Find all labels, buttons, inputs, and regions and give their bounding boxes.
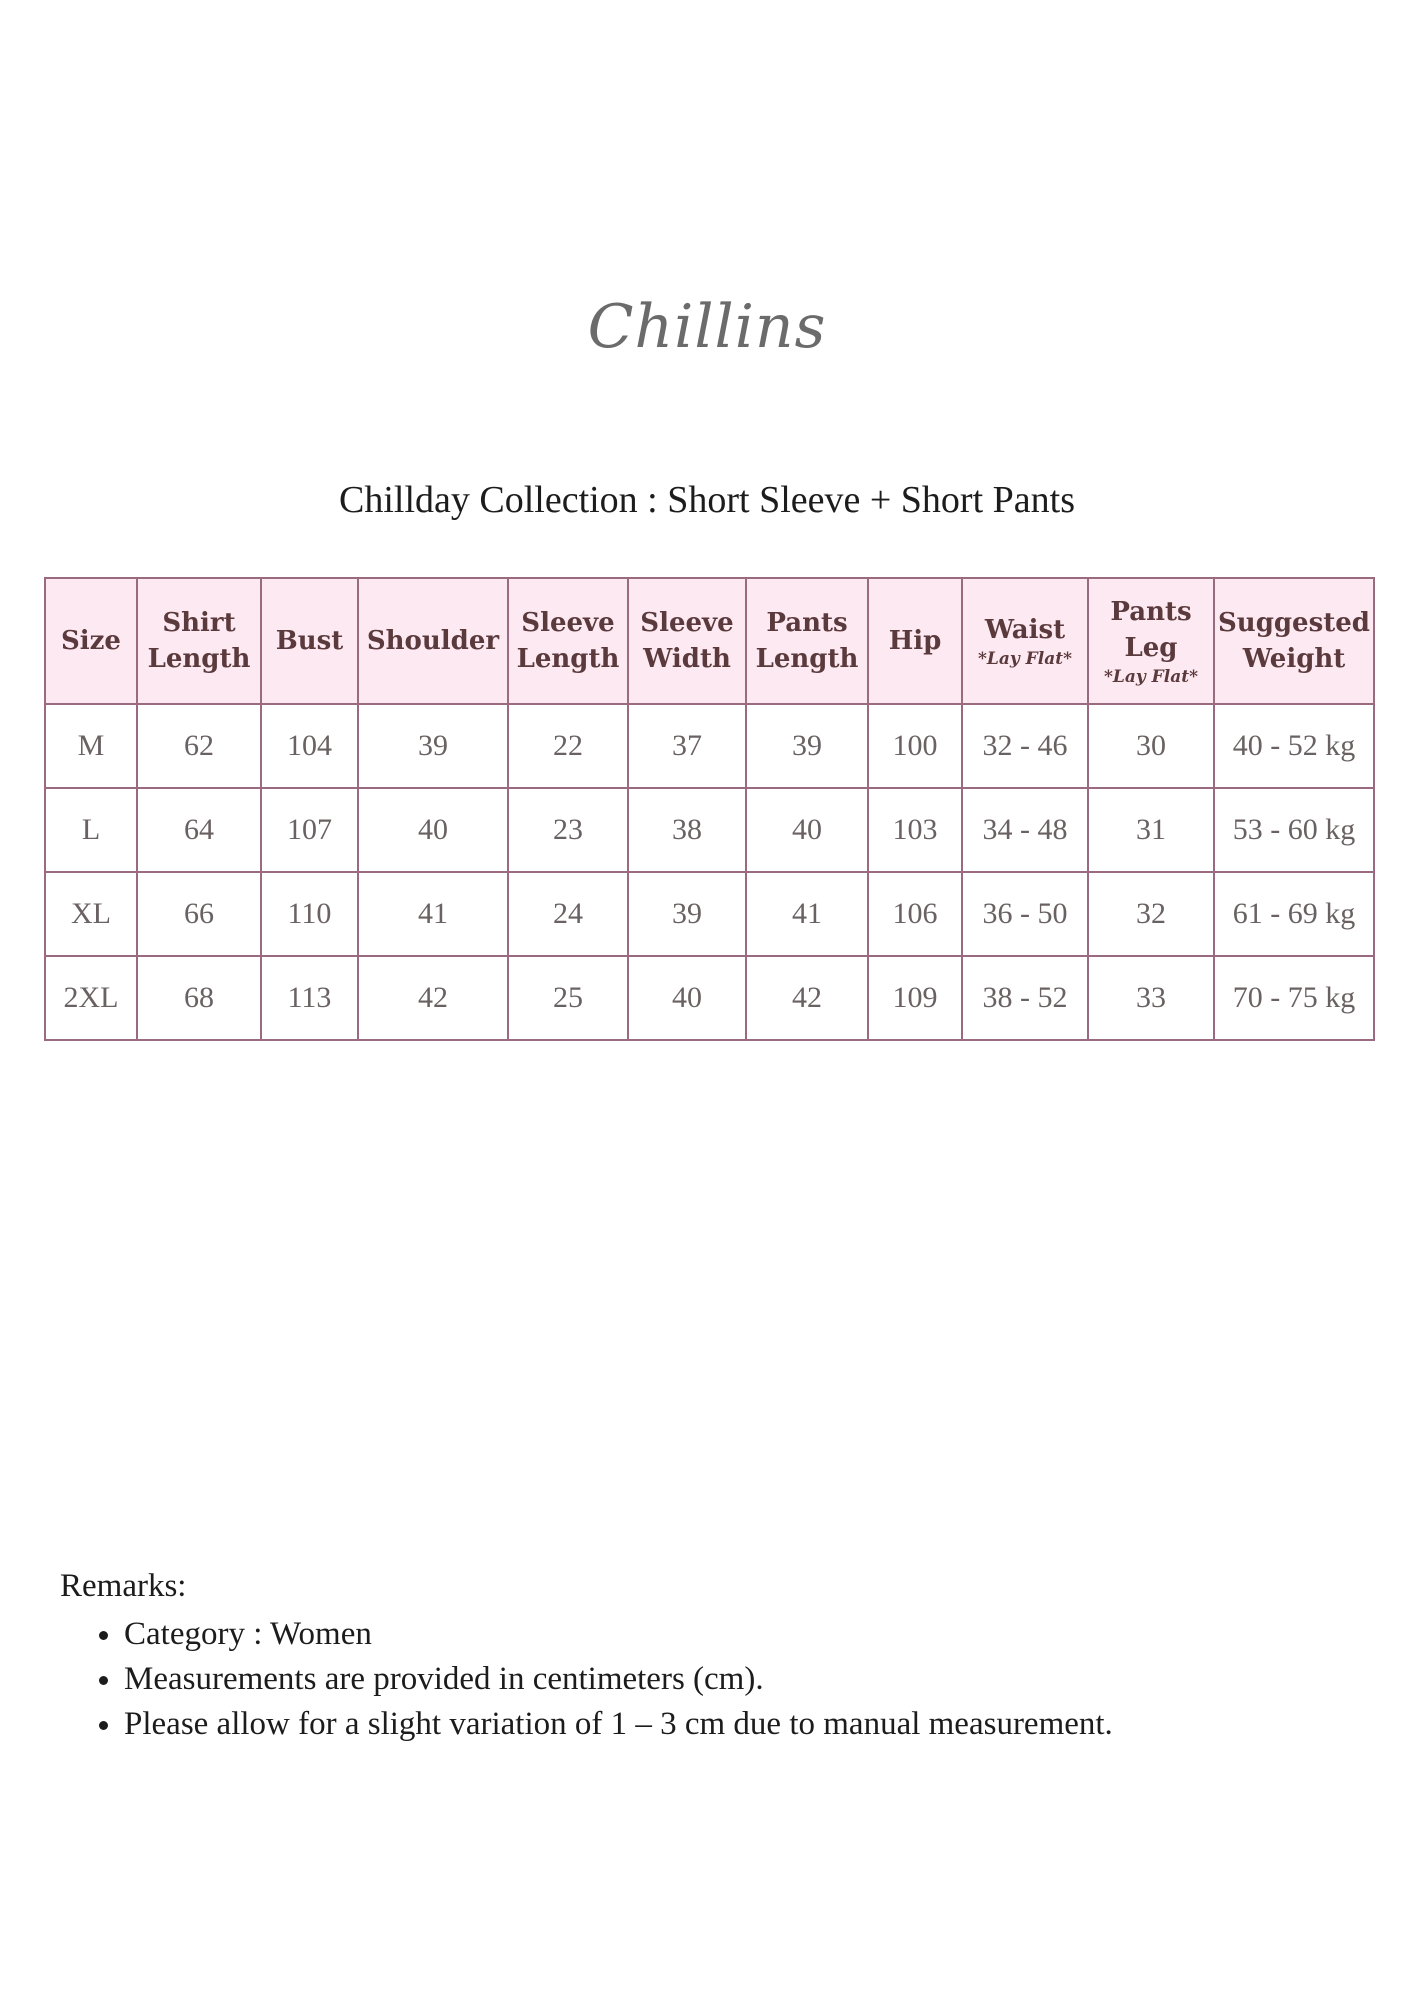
header-hip-label: Hip [888, 626, 942, 656]
header-suggested-weight-line2: Weight [1242, 644, 1346, 674]
header-hip [868, 578, 962, 704]
cell-bust: 113 [261, 956, 358, 1040]
cell-bust: 110 [261, 872, 358, 956]
cell-size: XL [45, 872, 137, 956]
cell-bust: 107 [261, 788, 358, 872]
cell-suggested-weight: 70 - 75 kg [1214, 956, 1374, 1040]
header-pants-length-line2: Length [755, 644, 859, 674]
brand-logo: Chillins [587, 292, 827, 362]
cell-suggested-weight: 61 - 69 kg [1214, 872, 1374, 956]
cell-bust: 104 [261, 704, 358, 788]
document-title: Chillday Collection : Short Sleeve + Short Pants [338, 479, 1075, 521]
header-suggested-weight [1214, 578, 1374, 704]
cell-shoulder: 41 [358, 872, 508, 956]
cell-pants-length: 40 [746, 788, 868, 872]
cell-shirt-length: 68 [137, 956, 261, 1040]
header-shirt-length-line2: Length [147, 644, 251, 674]
cell-pants-length: 41 [746, 872, 868, 956]
header-bust-label: Bust [275, 626, 344, 656]
cell-pants-leg: 33 [1088, 956, 1214, 1040]
list-item: • Please allow for a slight variation of 1 – 3 cm due to manual measurement. [124, 1702, 1113, 1747]
cell-shoulder: 39 [358, 704, 508, 788]
cell-shirt-length: 64 [137, 788, 261, 872]
header-waist-note: *Lay Flat* [978, 649, 1072, 669]
cell-size: 2XL [45, 956, 137, 1040]
size-chart-table [44, 577, 1375, 1041]
cell-sleeve-width: 40 [628, 956, 746, 1040]
cell-shoulder: 40 [358, 788, 508, 872]
cell-shoulder: 42 [358, 956, 508, 1040]
header-sleeve-length-line1: Sleeve [521, 608, 615, 638]
cell-sleeve-width: 37 [628, 704, 746, 788]
header-size-label: Size [61, 626, 121, 656]
cell-shirt-length: 62 [137, 704, 261, 788]
header-sleeve-length [508, 578, 628, 704]
remarks-section [60, 1566, 1113, 1747]
header-bust [261, 578, 358, 704]
cell-pants-length: 39 [746, 704, 868, 788]
header-waist-label: Waist [984, 615, 1066, 645]
list-item: • Category : Women [124, 1612, 1113, 1657]
header-pants-length [746, 578, 868, 704]
cell-hip: 103 [868, 788, 962, 872]
header-pants-leg-note: *Lay Flat* [1104, 667, 1198, 687]
cell-hip: 109 [868, 956, 962, 1040]
cell-pants-leg: 30 [1088, 704, 1214, 788]
header-sleeve-width-line1: Sleeve [640, 608, 734, 638]
header-sleeve-width-line2: Width [643, 644, 731, 674]
header-pants-leg [1088, 578, 1214, 704]
cell-pants-length: 42 [746, 956, 868, 1040]
cell-sleeve-length: 23 [508, 788, 628, 872]
cell-size: L [45, 788, 137, 872]
cell-sleeve-length: 25 [508, 956, 628, 1040]
list-item: • Measurements are provided in centimeters (cm). [124, 1657, 1113, 1702]
cell-hip: 106 [868, 872, 962, 956]
header-size [45, 578, 137, 704]
cell-suggested-weight: 40 - 52 kg [1214, 704, 1374, 788]
remarks-title: Remarks: [60, 1568, 187, 1604]
header-waist [962, 578, 1088, 704]
table-row [45, 956, 1374, 1040]
cell-waist: 36 - 50 [962, 872, 1088, 956]
cell-waist: 34 - 48 [962, 788, 1088, 872]
header-shoulder [358, 578, 508, 704]
cell-waist: 32 - 46 [962, 704, 1088, 788]
header-sleeve-length-line2: Length [516, 644, 620, 674]
cell-sleeve-width: 39 [628, 872, 746, 956]
cell-sleeve-length: 22 [508, 704, 628, 788]
header-suggested-weight-line1: Suggested [1218, 608, 1370, 638]
cell-suggested-weight: 53 - 60 kg [1214, 788, 1374, 872]
header-pants-length-line1: Pants [766, 608, 848, 638]
cell-pants-leg: 32 [1088, 872, 1214, 956]
table-header-row [45, 578, 1374, 704]
header-pants-leg-line2: Leg [1124, 633, 1178, 663]
header-shirt-length-line1: Shirt [162, 608, 236, 638]
header-pants-leg-line1: Pants [1110, 597, 1192, 627]
table-row [45, 788, 1374, 872]
cell-pants-leg: 31 [1088, 788, 1214, 872]
cell-waist: 38 - 52 [962, 956, 1088, 1040]
cell-sleeve-width: 38 [628, 788, 746, 872]
table-row [45, 872, 1374, 956]
cell-shirt-length: 66 [137, 872, 261, 956]
remarks-list [60, 1612, 1113, 1747]
header-sleeve-width [628, 578, 746, 704]
header-shoulder-label: Shoulder [366, 626, 500, 656]
header-shirt-length [137, 578, 261, 704]
cell-sleeve-length: 24 [508, 872, 628, 956]
cell-hip: 100 [868, 704, 962, 788]
table-row [45, 704, 1374, 788]
cell-size: M [45, 704, 137, 788]
